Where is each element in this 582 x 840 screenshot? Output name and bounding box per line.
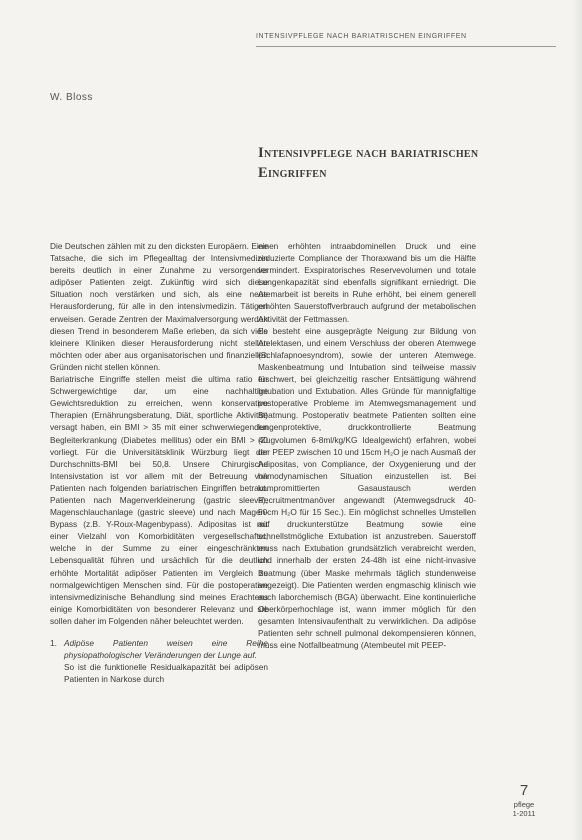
left-text-column <box>50 240 268 685</box>
paragraph: Bariatrische Eingriffe stellen meist die ultima ratio für Schwergewichtige dar, um eine nachhaltige Gewichtsreduktion zu erreichen, wenn konservative Therapien (Ernährungsberatung, Diät, sportliche Aktivität) versagt haben, ein BMI > 35 mit einer schwerwiegenden Begleiterkrankung (Diabetes mellitus) oder ein BMI > 40 vorliegt. Für die Universitätsklinik Würzburg liegt der Durchschnitts-BMI bei 50,8. Unsere Chirurgische Intensivstation ist vor allem mit der Betreuung von Patienten nach folgenden bariatrischen Eingriffen betraut. Patienten nach Magenverkleinerung (gastric sleeve), Magenschlauchanlage (gastric sleeve) und nach Magen-Bypass (z.B. Y-Roux-Magenbypass). Adipositas ist mit einer Vielzahl von Komorbiditäten vergesellschaftet, welche in der Summe zu einer eingeschränkten Lebensqualität führen und ursächlich für die deutlich erhöhte Mortalität adipöser Patienten im Vergleich zu normalgewichtigen Menschen sind. Für die postoperative intensivmedizinische Behandlung sind meines Erachtens einige Komorbiditäten von besonderer Relevanz und sie sollen daher im Folgenden näher beleuchtet werden. <box>50 374 268 626</box>
article-title-line-2: Eingriffen <box>258 165 327 181</box>
issue-year: 1-2011 <box>512 809 536 818</box>
list-item-text: So ist die funktionelle Residualkapazität bei adipösen Patienten in Narkose durch <box>64 662 268 685</box>
list-item <box>50 637 268 685</box>
author-name: W. Bloss <box>50 92 93 103</box>
article-title <box>258 143 558 183</box>
paragraph: einen erhöhten intraabdominellen Druck und eine reduzierte Compliance der Thoraxwand bis um die Hälfte vermindert. Exspiratorisches Reservevolumen und totale Lungenkapazität sind ebenfalls signifikant erniedrigt. Die Atemarbeit ist bereits in Ruhe erhöht, bei einem generell erhöhten Sauerstoffverbrauch aufgrund der metabolischen Aktivität der Fettmassen. <box>258 241 476 324</box>
list-item-number: 1. <box>50 638 57 648</box>
paragraph: Die Deutschen zählen mit zu den dicksten Europäern. Eine Tatsache, die sich im Pflegealltag der Intensivmedizin bereits deutlich in einer Zunahme zu versorgender adipöser Patienten zeigt. Zukünftig wird sich diese Situation noch verstärken und sich, als eine neue Herausforderung, für alle in den intensivmedizin. Tätigen erweisen. Gerade Zentren der Maximalversorgung werden diesen Trend in besonderem Maße erleben, da sich viele kleinere Kliniken dieser Herausforderung nicht stellen möchten oder aber aus organisatorischen und finanziellen Gründen nicht stellen können. <box>50 241 268 372</box>
page-edge-shadow <box>572 0 582 840</box>
list-item-body <box>64 637 268 685</box>
numbered-list <box>50 637 268 685</box>
page-number: 7 <box>519 782 529 799</box>
list-item-title: Adipöse Patienten weisen eine Reihe physiopathologischer Veränderungen der Lunge auf. <box>64 638 268 661</box>
right-text-column <box>258 240 476 651</box>
journal-label: pflege <box>513 800 535 809</box>
article-title-line-1: Intensivpflege nach bariatrischen <box>258 145 479 161</box>
header-divider <box>256 46 556 47</box>
running-header: INTENSIVPFLEGE NACH BARIATRISCHEN EINGRIFFEN <box>256 33 467 40</box>
issue-info <box>497 783 551 818</box>
paragraph: Es besteht eine ausgeprägte Neigung zur Bildung von Atelektasen, und einem Verschluss der oberen Atemwege (Schlafapnoesyndrom), sowie der unteren Atemwege. Maskenbeatmung und Intubation sind teilweise massiv erschwert, bei gleichzeitig rascher Entsättigung während Intubation und Extubation. Alles Gründe für mannigfaltige postoperative Probleme im Atemwegsmanagement und Beatmung. Postoperativ beatmete Patienten sollten eine lungenprotektive, druckkontrollierte Beatmung (Zugvolumen 6-8ml/kg/KG Idealgewicht) erfahren, wobei der PEEP zwischen 10 und 15cm H₂O je nach Ausmaß der Adipositas, von Compliance, der Oxygenierung und der hämodynamischen Situation einzustellen ist. Bei kompromittierten Gasaustausch werden Recruitmentmanöver angewandt (Atemwegsdruck 40-50cm H₂O für 15 Sec.). Ein möglichst schnelles Umstellen auf druckunterstütze Beatmung sowie eine schnellstmögliche Extubation ist anzustreben. Sauerstoff muss nach Extubation grundsätzlich verabreicht werden, und innerhalb der ersten 24-48h ist eine nicht-invasive Beatmung (über Maske mehrmals täglich stundenweise angezeigt). Die Patienten werden engmaschig klinisch wie auch laborchemisch (BGA) überwacht. Eine kontinuierliche Oberkörperhochlage ist, wann immer möglich für den gesamten Intensivaufenthalt zu verwirklichen. Da adipöse Patienten sehr schnell pulmonal dekompensieren können, muss eine Notfallbeatmung (Atembeutel mit PEEP- <box>258 325 476 651</box>
